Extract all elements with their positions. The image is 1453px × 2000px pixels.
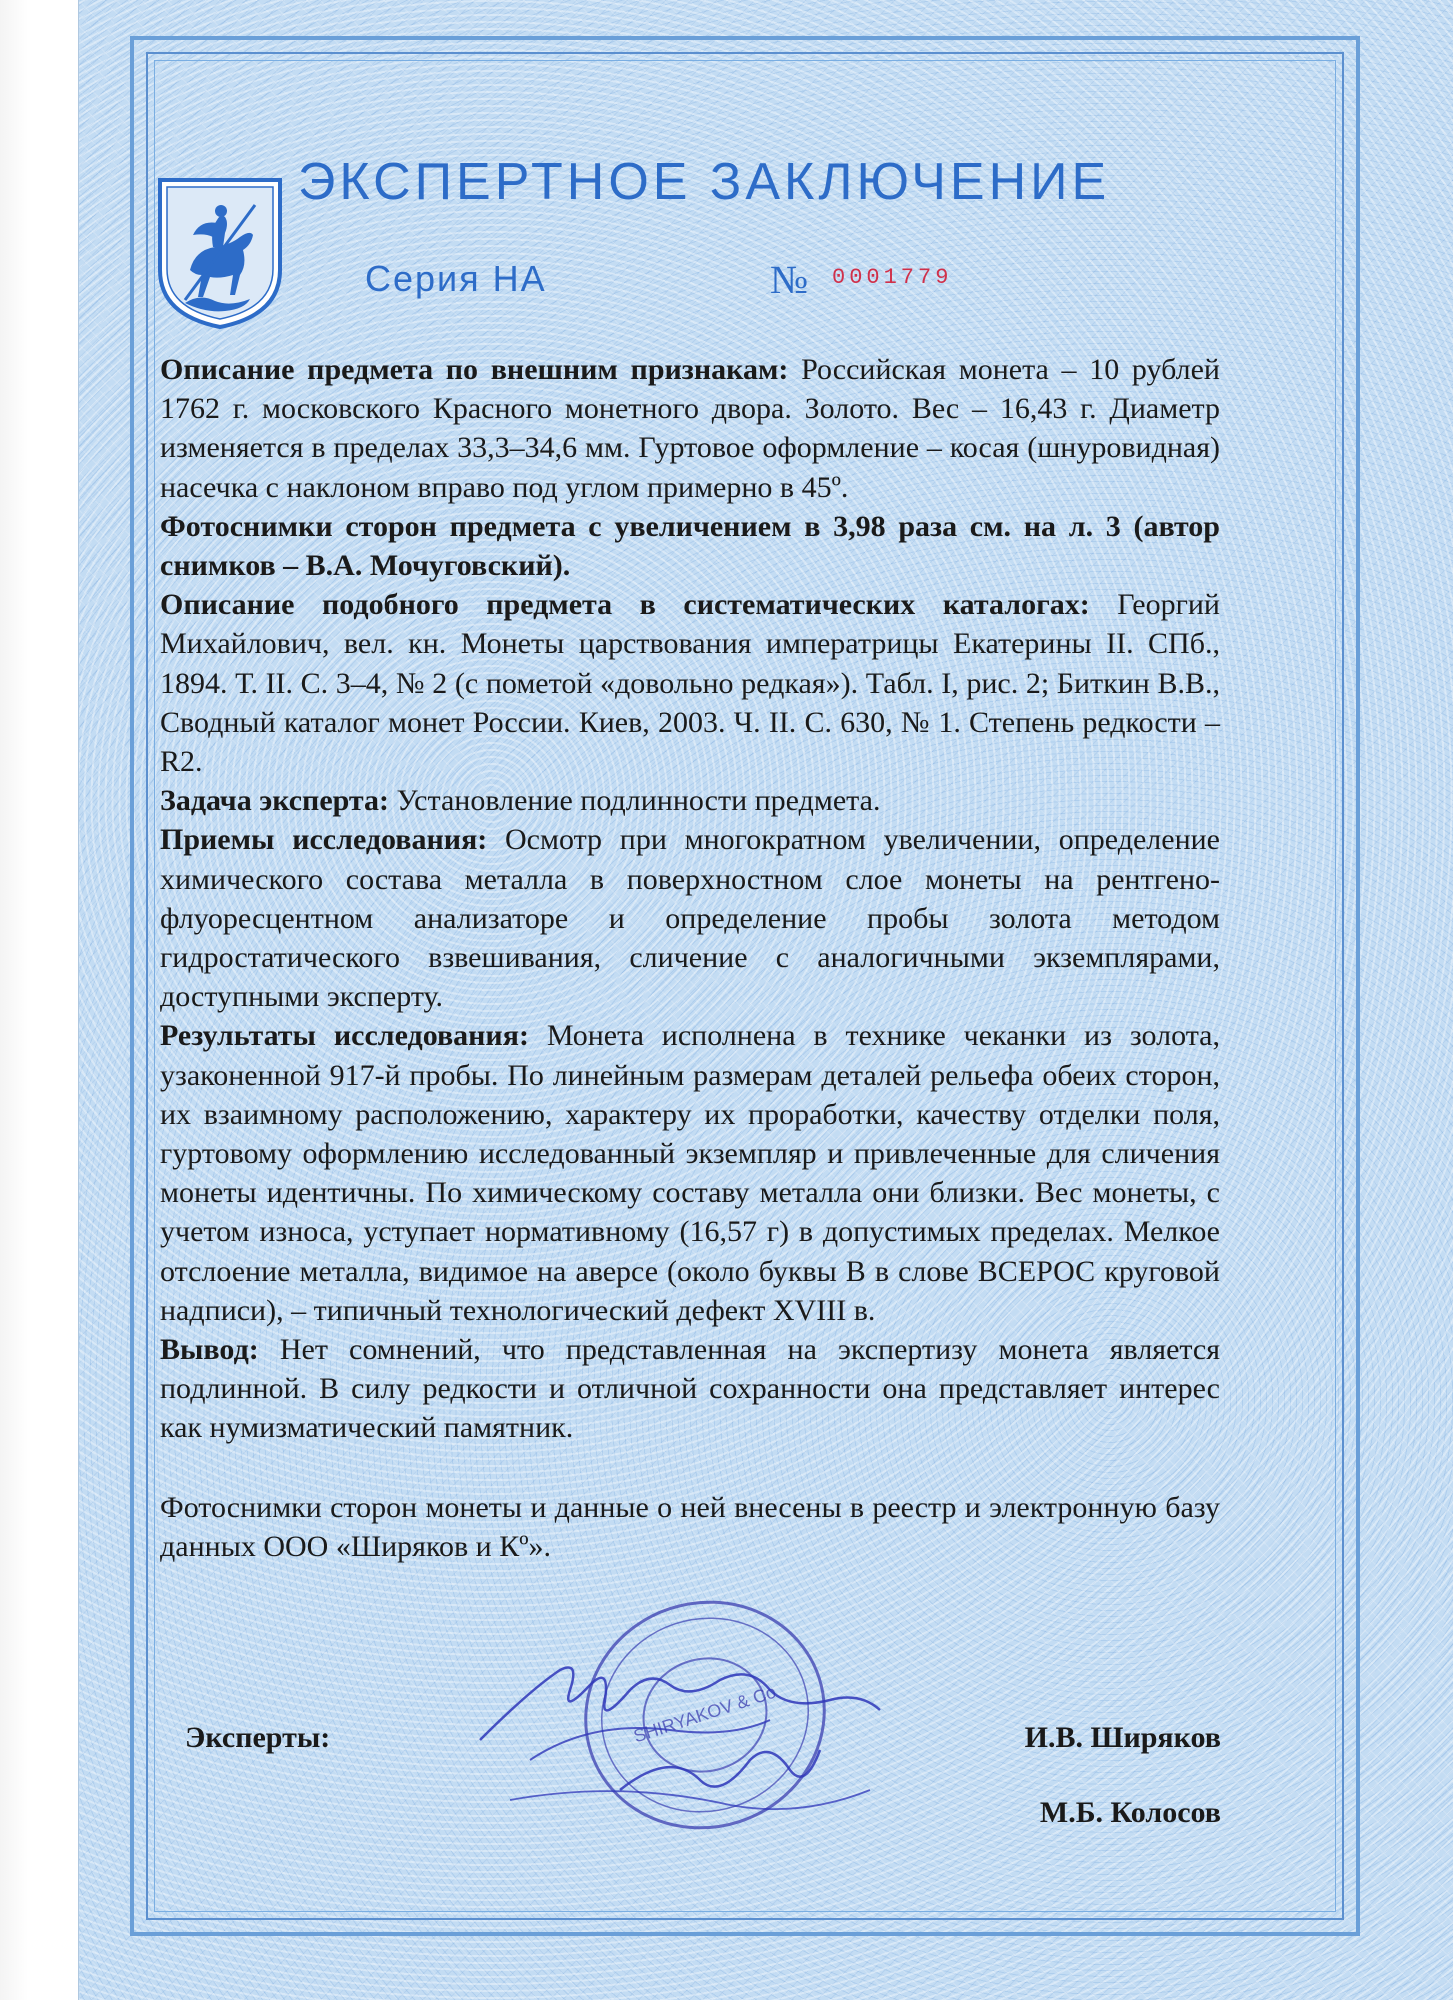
conclusion-label: Вывод: (160, 1333, 259, 1367)
handwritten-signature-icon (470, 1630, 890, 1820)
stamp-text: SHIRYAKOV & Co (631, 1681, 779, 1747)
description-paragraph (160, 350, 1220, 507)
task-label: Задача эксперта: (160, 784, 390, 818)
description-text: Российская монета – 10 рублей 1762 г. московского Красного монетного двора. Золото. Вес – 16,43 г. Диаметр изменяется в пределах 33,3–34,6 мм. Гуртовое оформление – косая (шнуровидная) насечка с наклоном вправо под углом примерно в 45º. (160, 353, 1220, 504)
certificate-body (160, 350, 1220, 1566)
photos-text: Фотоснимки сторон предмета с увеличением в 3,98 раза см. на л. 3 (автор снимков – В.А. Мочуговский). (160, 509, 1220, 583)
methods-paragraph (160, 820, 1220, 1016)
experts-label: Эксперты: (185, 1721, 331, 1754)
task-text: Установление подлинности предмета. (389, 784, 881, 818)
results-text: Монета исполнена в технике чеканки из золота, узаконенной 917-й пробы. По линейным размерам деталей рельефа обеих сторон, их взаимному расположению, характеру их проработки, качеству отделки поля, гуртовому оформлению исследованный экземпляр и привлеченные для сличения монеты идентичны. По химическому составу металла они близки. Вес монеты, с учетом износа, уступает нормативному (16,57 г) в допустимых пределах. Мелкое отслоение металла, видимое на аверсе (около буквы В в слове ВСЕРОС круговой надписи), – типичный технологический дефект XVIII в. (160, 1019, 1220, 1327)
methods-text: Осмотр при многократном увеличении, определение химического состава металла в поверхностном слое монеты на рентгено-флуоресцентном анализаторе и определение пробы золота методом гидростатического взвешивания, сличение с аналогичными экземплярами, доступными эксперту. (160, 823, 1220, 1014)
catalogs-label: Описание подобного предмета в систематических каталогах: (160, 588, 1090, 622)
catalogs-text: Георгий Михайлович, вел. кн. Монеты царствования императрицы Екатерины II. СПб., 1894. Т. II. С. 3–4, № 2 (с пометой «довольно редкая»). Табл. I, рис. 2; Биткин В.В., Сводный каталог монет России. Киев, 2003. Ч. II. С. 630, № 1. Степень редкости – R2. (160, 588, 1220, 779)
expert-name-1: И.В. Ширяков (1024, 1721, 1221, 1754)
conclusion-text: Нет сомнений, что представленная на экспертизу монета является подлинной. В силу редкости и отличной сохранности она представляет интерес как нумизматический памятник. (160, 1333, 1220, 1445)
series-label: Серия НА (365, 258, 547, 299)
moscow-coat-of-arms-icon (155, 175, 285, 330)
registry-paragraph: Фотоснимки сторон монеты и данные о ней внесены в реестр и электронную базу данных ООО «Ширяков и Кº». (160, 1490, 1220, 1563)
task-paragraph (160, 781, 1220, 820)
certificate-number: 0001779 (832, 265, 953, 290)
expert-name-2: М.Б. Колосов (1039, 1796, 1221, 1829)
conclusion-paragraph (160, 1330, 1220, 1448)
results-paragraph (160, 1016, 1220, 1330)
number-sign: № (770, 257, 809, 302)
document-title: ЭКСПЕРТНОЕ ЗАКЛЮЧЕНИЕ (298, 153, 1111, 211)
methods-label: Приемы исследования: (160, 823, 488, 857)
results-label: Результаты исследования: (160, 1019, 529, 1053)
description-label: Описание предмета по внешним признакам: (160, 353, 789, 386)
photos-paragraph (160, 507, 1220, 585)
catalogs-paragraph (160, 585, 1220, 781)
page-edge (0, 0, 70, 2000)
